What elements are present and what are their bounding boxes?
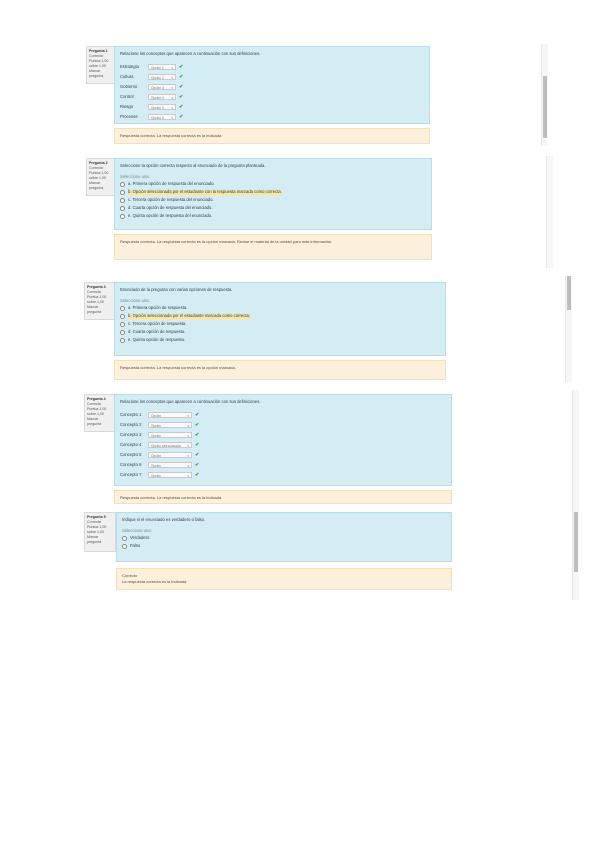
question-text: Indique si el enunciado es verdadero o falso. [122,517,206,522]
question-state: Correcta [89,54,103,58]
check-icon: ✔ [195,412,200,418]
check-icon: ✔ [179,104,184,110]
question-text: Seleccione la opción correcta respecto al enunciado de la pregunta planteada. [120,163,266,168]
scrollbar[interactable] [565,276,572,382]
match-label: Concepto 5 [120,452,142,457]
question-info [84,282,116,320]
match-row [120,82,424,92]
question-text: Enunciado de la pregunta con varias opciones de respuesta. [120,287,233,292]
match-select[interactable]: Opción ▾ [148,432,192,438]
match-label: Concepto 2 [120,422,142,427]
match-row [120,420,446,430]
radio-button[interactable] [120,314,125,319]
question-content [114,282,446,356]
match-label: Cultura [120,74,134,79]
answer-option[interactable]: d. Cuarta opción de respuesta del enunciado. [120,205,426,211]
match-row [120,430,446,440]
question-content [114,394,452,486]
match-row [120,72,424,82]
scrollbar[interactable] [572,390,579,600]
question-info [84,394,116,432]
match-label: Riesgo [120,104,134,109]
match-select[interactable]: Opción 5 ▾ [148,104,176,110]
scrollbar-thumb[interactable] [543,76,547,138]
check-icon: ✔ [179,84,184,90]
match-select[interactable]: Opción 6 ▾ [148,114,176,120]
question-number: Pregunta 3 [87,285,106,289]
match-row [120,112,424,122]
check-icon: ✔ [179,74,184,80]
radio-button[interactable] [120,338,125,343]
question-feedback [114,490,452,504]
match-label: Concepto 4 [120,442,142,447]
answer-option[interactable]: e. Quinta opción de respuesta del enunciado. [120,213,426,219]
answer-option[interactable]: b. Opción seleccionada por el estudiante marcada como correcta. [120,313,440,319]
match-label: Concepto 7 [120,472,142,477]
match-label: Estrategia [120,64,139,69]
question-mark: Puntúa 1,00 sobre 1,00 [87,525,107,534]
match-label: Procesos [120,114,138,119]
answer-option[interactable]: a. Primera opción de respuesta. [120,305,440,311]
match-label: Concepto 3 [120,432,142,437]
answer-option[interactable]: Verdadero [122,535,446,541]
flag-question-link[interactable]: Marcar pregunta [87,535,102,544]
match-row [120,440,446,450]
radio-button[interactable] [120,190,125,195]
radio-button[interactable] [120,198,125,203]
question-mark: Puntúa 1,00 sobre 1,00 [87,295,107,304]
answer-option[interactable]: a. Primera opción de respuesta del enunciado. [120,181,426,187]
answer-option[interactable]: d. Cuarta opción de respuesta. [120,329,440,335]
match-row [120,102,424,112]
check-icon: ✔ [195,452,200,458]
question-feedback [114,128,430,144]
flag-question-link[interactable]: Marcar pregunta [89,69,104,78]
question-number: Pregunta 1 [89,49,108,53]
options-label: Seleccione una: [120,174,150,179]
match-select[interactable]: Opción 2 ▾ [148,74,176,80]
check-icon: ✔ [179,114,184,120]
check-icon: ✔ [195,462,200,468]
match-row [120,460,446,470]
match-label: Gobierno [120,84,138,89]
match-label: Control [120,94,134,99]
match-select[interactable]: Opción ▾ [148,452,192,458]
match-select[interactable]: Opción ▾ [148,422,192,428]
radio-button[interactable] [120,322,125,327]
check-icon: ✔ [195,422,200,428]
check-icon: ✔ [195,472,200,478]
flag-question-link[interactable]: Marcar pregunta [87,417,102,426]
question-mark: Puntúa 1,00 sobre 1,00 [87,407,107,416]
question-state: Correcta [87,402,101,406]
question-state: Correcta [89,166,103,170]
flag-question-link[interactable]: Marcar pregunta [89,181,104,190]
scrollbar-thumb[interactable] [574,512,578,572]
feedback-text: Respuesta correcta. La respuesta correcta es la indicada. [120,495,223,500]
question-number: Pregunta 2 [89,161,108,165]
radio-button[interactable] [120,330,125,335]
match-select[interactable]: Opción ▾ [148,472,192,478]
match-select[interactable]: Opción ▾ [148,412,192,418]
match-row [120,470,446,480]
question-feedback [114,234,432,260]
check-icon: ✔ [195,442,200,448]
feedback-text: Respuesta correcta. La respuesta correcta es la opción marcada. [120,365,236,370]
question-feedback [114,360,446,380]
match-select[interactable]: Opción 1 ▾ [148,64,176,70]
feedback-text: La respuesta correcta es la indicada. [122,579,188,584]
question-state: Correcta [87,290,101,294]
match-row [120,450,446,460]
match-row [120,92,424,102]
radio-button[interactable] [120,214,125,219]
match-select[interactable]: Opción ▾ [148,462,192,468]
radio-button[interactable] [122,544,127,549]
radio-button[interactable] [122,536,127,541]
match-select[interactable]: Opción 4 ▾ [148,94,176,100]
answer-option[interactable]: e. Quinta opción de respuesta. [120,337,440,343]
radio-button[interactable] [120,306,125,311]
question-text: Relacione los conceptos que aparecen a continuación con sus definiciones. [120,399,261,404]
check-icon: ✔ [179,64,184,70]
scrollbar[interactable] [541,44,548,146]
question-mark: Puntúa 1,00 sobre 1,00 [89,171,109,180]
question-info [84,512,116,552]
check-icon: ✔ [195,432,200,438]
answer-option[interactable]: Falso [122,543,446,549]
question-feedback [116,568,452,590]
match-row [120,62,424,72]
question-content [116,512,452,562]
options-label: Seleccione una: [120,298,150,303]
options-label: Seleccione una: [122,528,152,533]
check-icon: ✔ [179,94,184,100]
question-number: Pregunta 4 [87,397,106,401]
match-label: Concepto 6 [120,462,142,467]
match-row [120,410,446,420]
question-mark: Puntúa 1,00 sobre 1,00 [89,59,109,68]
feedback-text: Respuesta correcta. La respuesta correcta es la opción marcada. Revise el material de la unidad para más información. [120,239,333,244]
radio-button[interactable] [120,182,125,187]
answer-option[interactable]: b. Opción seleccionada por el estudiante con la respuesta marcada como correcta. [120,189,426,195]
match-select[interactable]: Opción 3 ▾ [148,84,176,90]
flag-question-link[interactable]: Marcar pregunta [87,305,102,314]
match-label: Concepto 1 [120,412,142,417]
question-content [114,46,430,124]
question-state: Correcta [87,520,101,524]
answer-option[interactable]: c. Tercera opción de respuesta del enunciado. [120,197,426,203]
match-select[interactable]: Opción seleccionada ▾ [148,442,192,448]
question-content [114,158,432,230]
scrollbar-thumb[interactable] [567,276,571,310]
answer-option[interactable]: c. Tercera opción de respuesta. [120,321,440,327]
scrollbar[interactable] [546,156,553,268]
question-text: Relacione los conceptos que aparecen a continuación con sus definiciones. [120,51,261,56]
question-number: Pregunta 5 [87,515,106,519]
radio-button[interactable] [120,206,125,211]
feedback-text: Respuesta correcta. La respuesta correcta es la indicada. [120,133,223,138]
feedback-title: Correcto [122,573,138,578]
